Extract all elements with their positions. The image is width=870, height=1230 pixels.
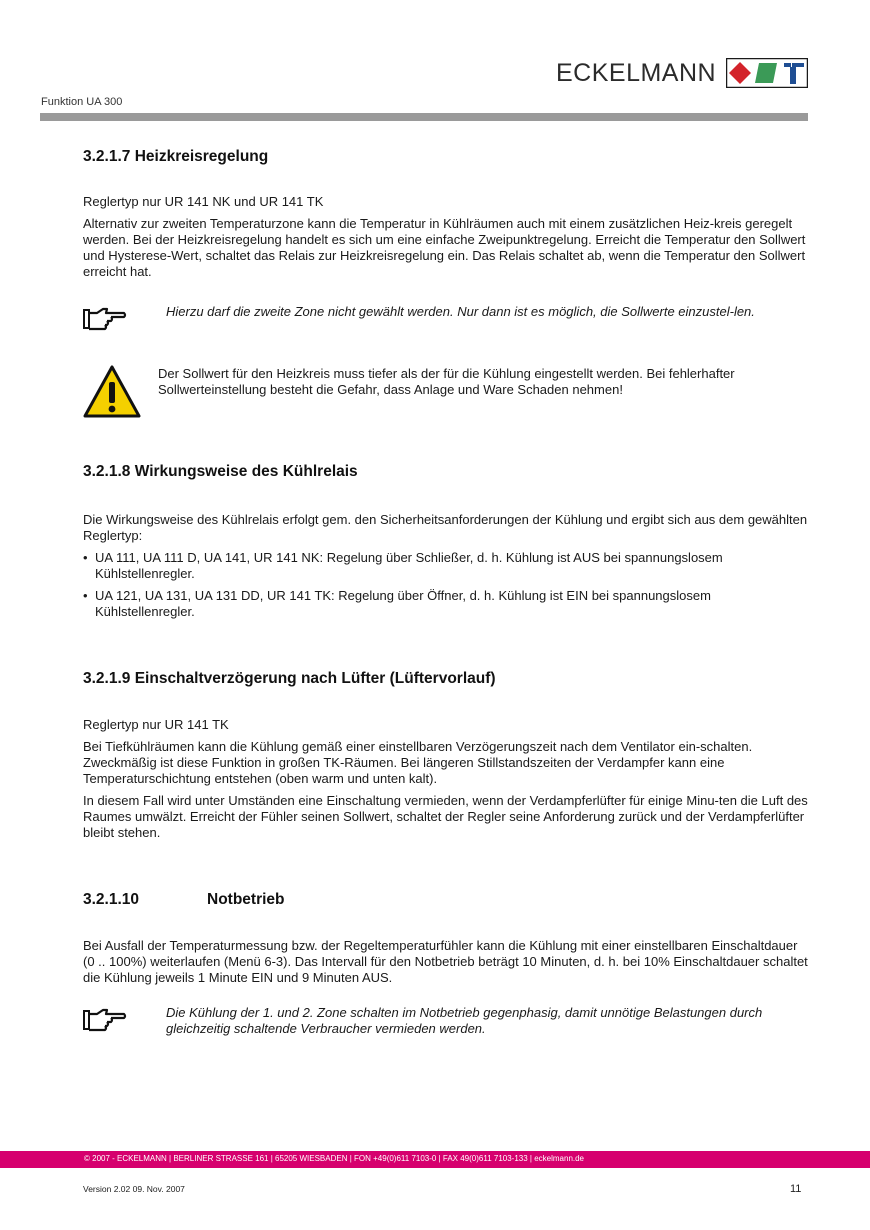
reglertyp-line: Reglertyp nur UR 141 TK [83, 717, 229, 732]
note-text: Die Kühlung der 1. und 2. Zone schalten im Notbetrieb gegenphasig, damit unnötige Belastungen durch gleichzeitig schaltende Verbraucher vermieden werden. [166, 1005, 763, 1036]
logo-mark-icon [726, 58, 808, 88]
warning-triangle-icon [83, 365, 141, 424]
warning-block [83, 364, 809, 420]
page-number: 11 [790, 1183, 802, 1195]
version-info: Version 2.02 09. Nov. 2007 [83, 1184, 185, 1194]
paragraph: Bei Ausfall der Temperaturmessung bzw. der Regeltemperaturfühler kann die Kühlung mit einer einstellbaren Einschaltdauer (0 .. 100%) weiterlaufen (Menü 6-3). Das Intervall für den Notbetrieb beträgt 10 Minuten, d. h. bei 10% Einschaltdauer schaltet die Kühlung jeweils 1 Minute EIN und 9 Minuten AUS. [83, 938, 808, 985]
section-heading-einschaltverzoegerung: 3.2.1.9 Einschaltverzögerung nach Lüfter (Lüftervorlauf) [83, 670, 496, 687]
brand-name: ECKELMANN [556, 58, 717, 87]
paragraph: Die Wirkungsweise des Kühlrelais erfolgt gem. den Sicherheitsanforderungen der Kühlung und ergibt sich aus dem gewählten Reglertyp: [83, 512, 808, 543]
pointing-hand-icon [83, 1007, 127, 1038]
reglertyp-line: Reglertyp nur UR 141 NK und UR 141 TK [83, 194, 324, 209]
note-block [83, 1005, 809, 1041]
brand-logo [556, 56, 808, 90]
section-heading-kuehlrelais: 3.2.1.8 Wirkungsweise des Kühlrelais [83, 463, 358, 480]
section-heading-heizkreis: 3.2.1.7 Heizkreisregelung [83, 148, 269, 165]
footer-address: © 2007 - ECKELMANN | BERLINER STRASSE 161 | 65205 WIESBADEN | FON +49(0)611 7103-0 | FAX 49(0)611 7103-133 | eckelmann.de [84, 1154, 585, 1163]
list-item: • UA 121, UA 131, UA 131 DD, UR 141 TK: Regelung über Öffner, d. h. Kühlung ist EIN bei spannungslosem Kühlstellenregler. [83, 588, 809, 620]
pointing-hand-icon [83, 306, 127, 337]
list-item: • UA 111, UA 111 D, UA 141, UR 141 NK: Regelung über Schließer, d. h. Kühlung ist AUS bei spannungslosem Kühlstellenregler. [83, 550, 809, 582]
document-subtitle: Funktion UA 300 [41, 96, 123, 108]
note-text: Hierzu darf die zweite Zone nicht gewählt werden. Nur dann ist es möglich, die Sollwerte einzustel-len. [166, 304, 755, 319]
header-rule [40, 113, 808, 121]
footer-bar [0, 1151, 870, 1168]
section-title: Notbetrieb [207, 891, 285, 908]
bullet-list [83, 550, 809, 620]
paragraph: Alternativ zur zweiten Temperaturzone kann die Temperatur in Kühlräumen auch mit einem zusätzlichen Heiz-kreis geregelt werden. Bei der Heizkreisregelung handelt es sich um eine einfache Zweipunktregelung. Erreicht die Temperatur den Sollwert und Hysterese-Wert, schaltet das Relais zur Heizkreisregelung ein. Das Relais schaltet ab, wenn die Temperatur den Sollwert erreicht hat. [83, 216, 806, 279]
paragraph: Bei Tiefkühlräumen kann die Kühlung gemäß einer einstellbaren Verzögerungszeit nach dem Ventilator ein-schalten. Zweckmäßig ist diese Funktion in großen TK-Räumen. Bei längeren Stillstandszeiten der Verdampfer kann eine Temperaturschichtung entstehen (oben warm und unten kalt). [83, 739, 753, 786]
warning-text: Der Sollwert für den Heizkreis muss tiefer als der für die Kühlung eingestellt werden. Bei fehlerhafter Sollwerteinstellung besteht die Gefahr, dass Anlage und Ware Schaden nehmen! [158, 366, 735, 397]
note-block [83, 304, 809, 344]
section-number: 3.2.1.10 [83, 891, 140, 908]
section-heading-notbetrieb [83, 891, 285, 909]
paragraph: In diesem Fall wird unter Umständen eine Einschaltung vermieden, wenn der Verdampferlüfter für einige Minu-ten die Luft des Raumes umwälzt. Erreicht der Fühler seinen Sollwert, schaltet der Regler seine Anforderung zurück und der Verdampferlüfter bleibt stehen. [83, 793, 808, 840]
